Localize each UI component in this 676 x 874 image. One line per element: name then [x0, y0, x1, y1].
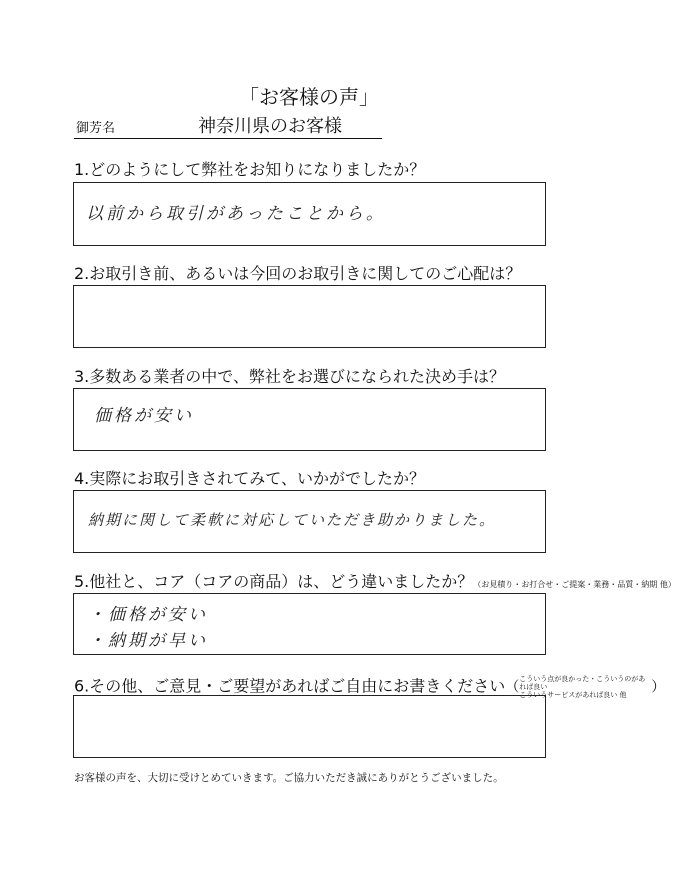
question-3: 3.多数ある業者の中で、弊社をお選びになられた決め手は？: [74, 367, 505, 386]
question-6: 6.その他、ご意見・ご要望があればご自由にお書きください（こういう点が良かった・こういうのがあれば良い こういうサービスがあれば良い 他 ）: [74, 675, 666, 699]
footer-thanks: お客様の声を、大切に受けとめていきます。ご協力いただき誠にありがとうございました。: [74, 772, 504, 784]
addressee-underline: [74, 138, 382, 139]
answer-box-1: [73, 182, 546, 246]
answer-box-4: [73, 490, 546, 553]
answer-box-2: [73, 285, 546, 348]
question-6-text: 6.その他、ご意見・ご要望があればご自由にお書きください: [74, 676, 506, 696]
answer-box-6: [73, 695, 546, 758]
question-5-note: （お見積り・お打合せ・ご提案・業務・品質・納期 他）: [473, 580, 676, 589]
addressee-label: 御芳名: [76, 121, 116, 136]
question-1: 1.どのようにして弊社をお知りになりましたか？: [74, 160, 426, 179]
answer-box-5: [73, 593, 546, 655]
answer-5-line-1: ・価格が安い: [88, 605, 208, 625]
question-4: 4.実際にお取引きされてみて、いかがでしたか？: [74, 469, 425, 488]
answer-4-text: 納期に関して柔軟に対応していただき助かりました。: [88, 511, 497, 529]
page-title: 「お客様の声」: [239, 85, 379, 109]
addressee-name: 神奈川県のお客様: [198, 116, 342, 137]
answer-3-text: 価格が安い: [94, 406, 194, 426]
answer-1-text: 以前から取引があったことから。: [86, 204, 386, 224]
answer-box-3: [73, 388, 546, 451]
question-5: [74, 572, 676, 592]
answer-5-line-2: ・納期が早い: [88, 631, 208, 651]
question-2: 2.お取引き前、あるいは今回のお取引きに関してのご心配は？: [74, 264, 522, 283]
question-5-text: 5.他社と、コア（コアの商品）は、どう違いましたか？: [74, 572, 474, 591]
question-6-note: こういう点が良かった・こういうのがあれば良い こういうサービスがあれば良い 他: [519, 675, 646, 699]
